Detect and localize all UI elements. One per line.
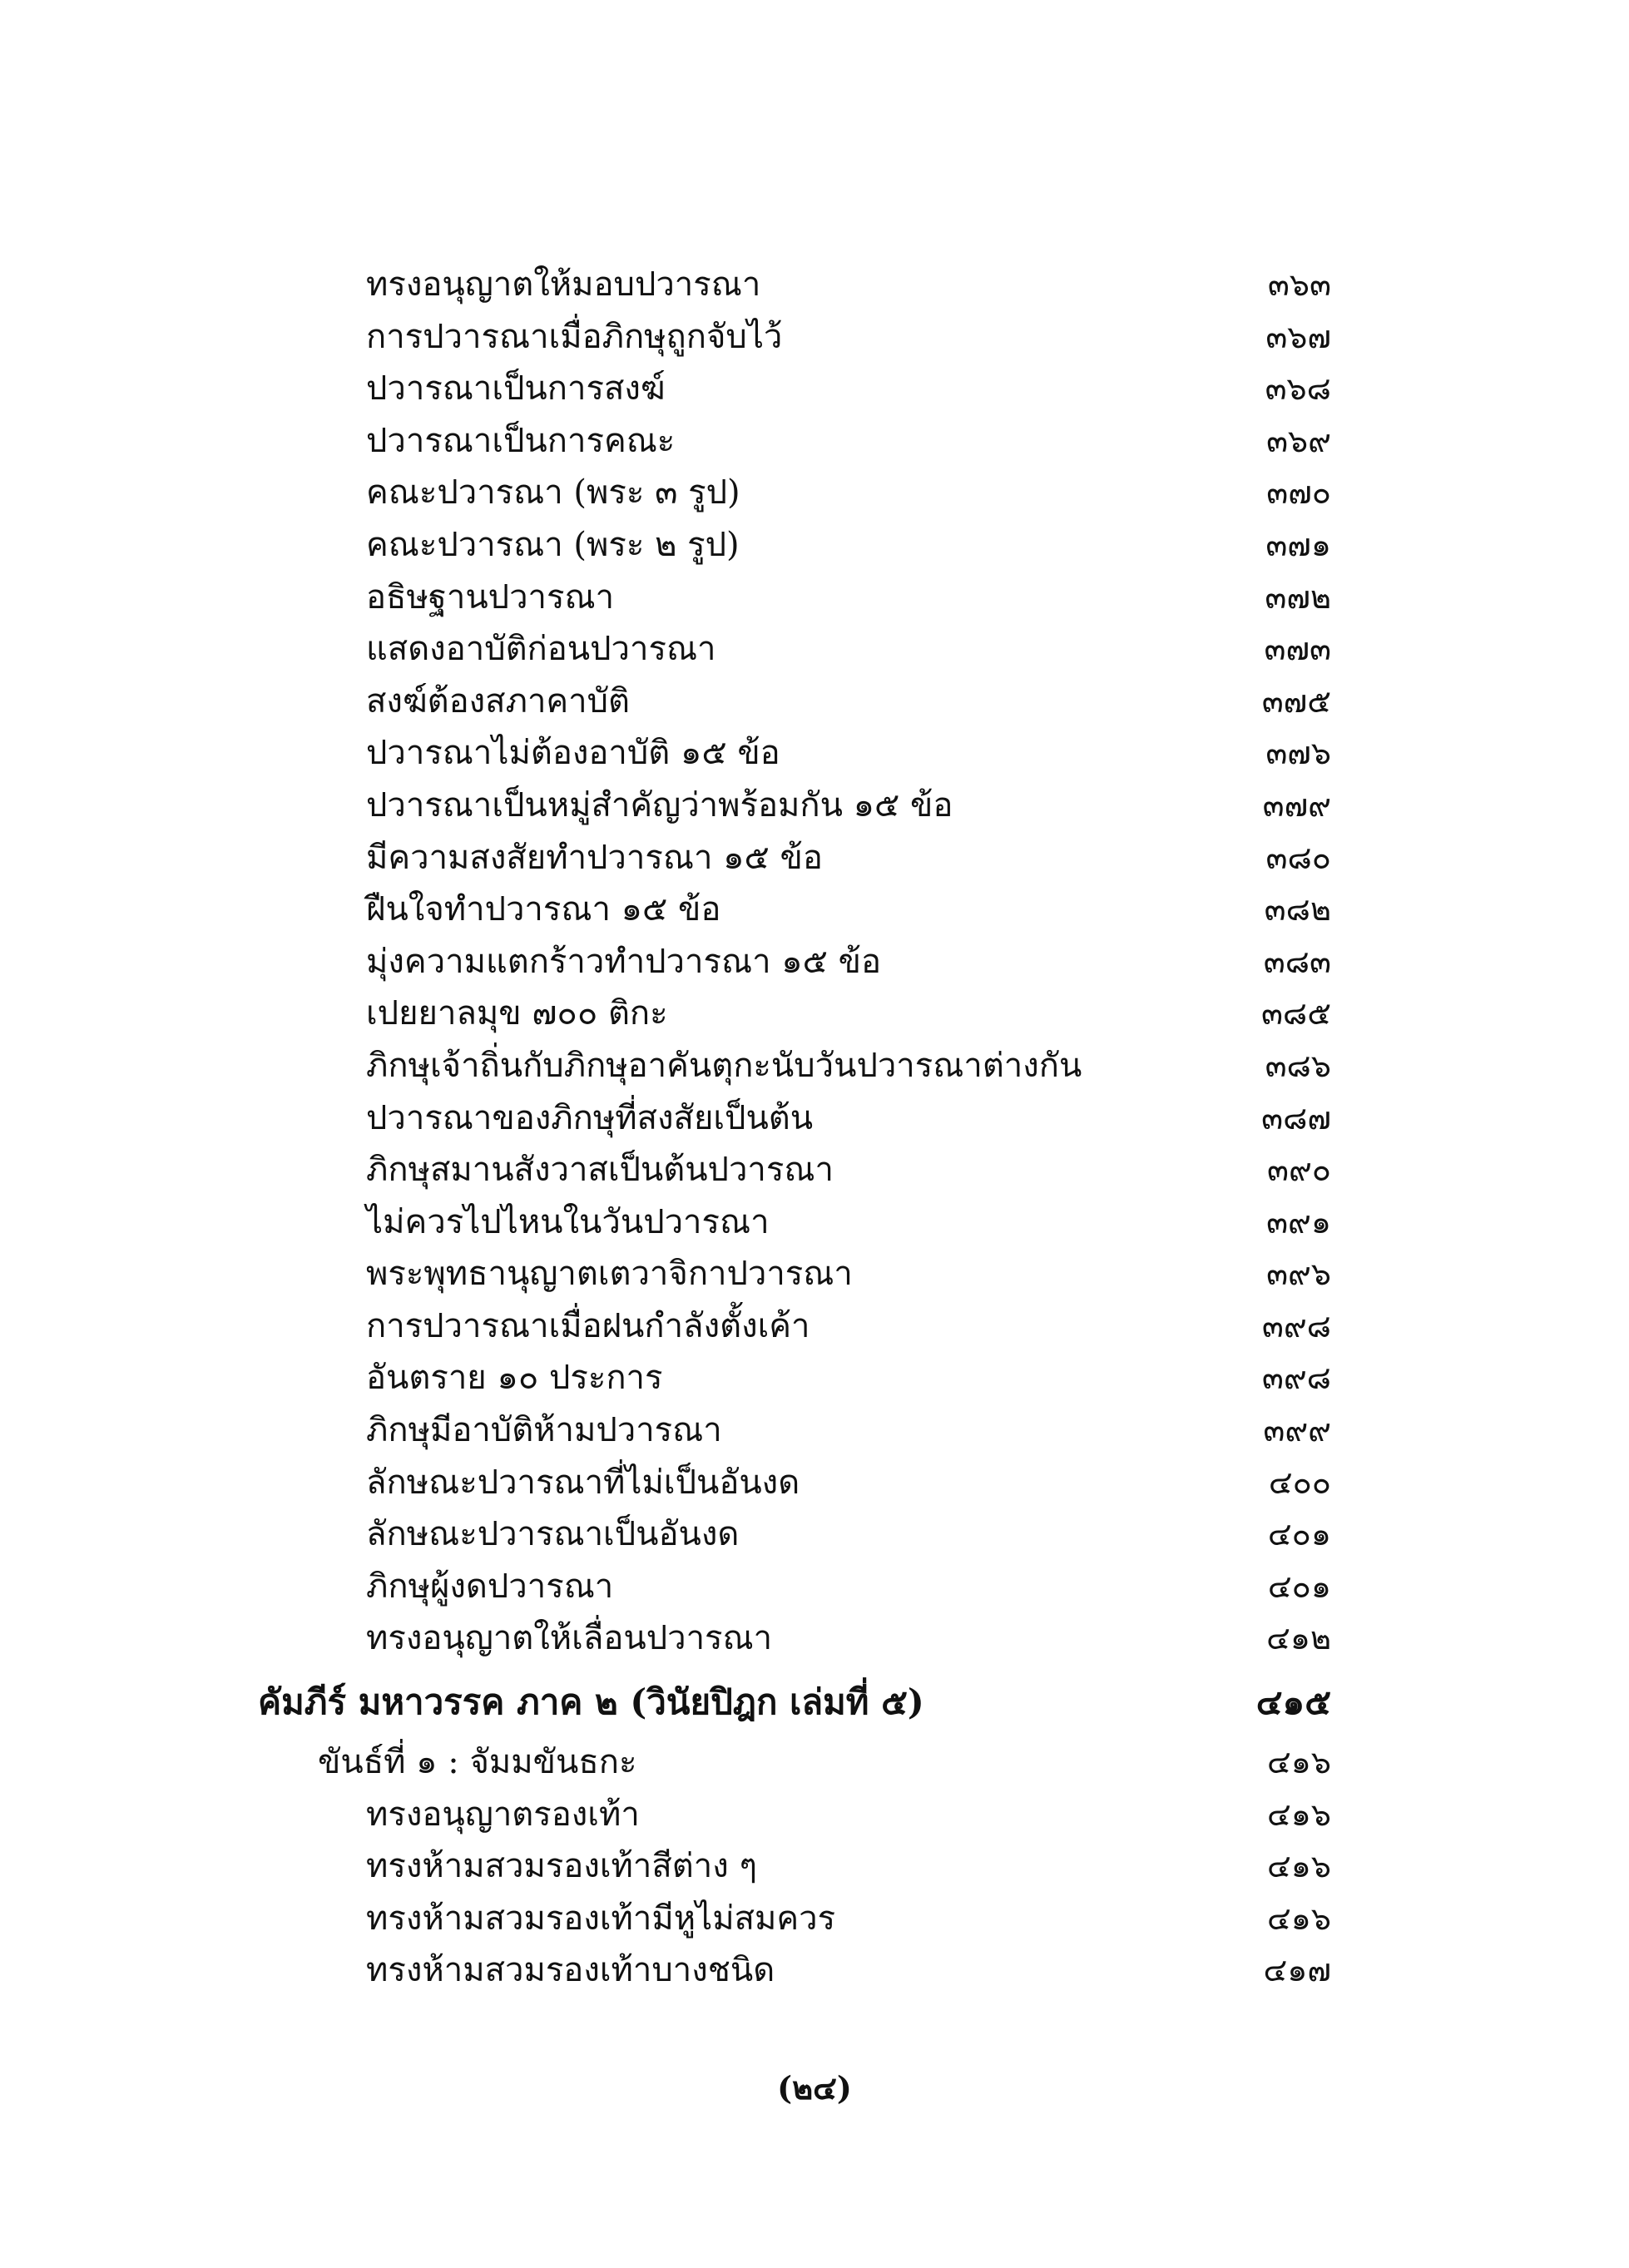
- toc-entry-title: ภิกษุมีอาบัติห้ามปวารณา: [366, 1411, 722, 1450]
- toc-entry-page: ๔๑๒: [1266, 1620, 1331, 1657]
- toc-entry-row: [0, 1840, 1629, 1892]
- toc-entry-row: [0, 414, 1629, 467]
- toc-entry-title: ทรงห้ามสวมรองเท้าบางชนิด: [366, 1951, 775, 1990]
- toc-entry-row: [0, 1892, 1629, 1944]
- toc-entry-title: ภิกษุเจ้าถิ่นกับภิกษุอาคันตุกะนับวันปวารณาต่างกัน: [366, 1046, 1082, 1085]
- toc-entry-title: อธิษฐานปวารณา: [366, 577, 615, 617]
- toc-entry-row: [0, 1404, 1629, 1456]
- toc-entry-row: [0, 935, 1629, 988]
- toc-entry-row: [0, 258, 1629, 310]
- toc-entry-title: ทรงอนุญาตให้เลื่อนปวารณา: [366, 1619, 773, 1658]
- toc-entry-title: การปวารณาเมื่อภิกษุถูกจับไว้: [366, 317, 783, 356]
- toc-entry-row: [0, 675, 1629, 727]
- toc-entry-title: ปวารณาเป็นหมู่สำคัญว่าพร้อมกัน ๑๕ ข้อ: [366, 785, 953, 825]
- toc-entry-page: ๔๐๐: [1268, 1463, 1331, 1501]
- toc-subheading-row: [0, 1736, 1629, 1788]
- toc-entry-title: ลักษณะปวารณาที่ไม่เป็นอันงด: [366, 1463, 800, 1502]
- toc-entry-page: ๓๙๑: [1266, 1203, 1331, 1240]
- toc-entry-title: ปวารณาเป็นการสงฆ์: [366, 369, 666, 409]
- table-of-contents: [0, 258, 1629, 1996]
- toc-entry-title: แสดงอาบัติก่อนปวารณา: [366, 630, 716, 669]
- toc-entry-page: ๓๗๒: [1265, 578, 1331, 616]
- toc-group-before: [0, 258, 1629, 1664]
- toc-entry-row: [0, 1351, 1629, 1404]
- toc-entry-title: ลักษณะปวารณาเป็นอันงด: [366, 1515, 740, 1554]
- toc-entry-title: พระพุทธานุญาตเตวาจิกาปวารณา: [366, 1255, 853, 1294]
- toc-entry-title: ไม่ควรไปไหนในวันปวารณา: [366, 1202, 770, 1241]
- toc-entry-row: [0, 1092, 1629, 1144]
- toc-entry-page: ๓๙๘: [1261, 1307, 1331, 1344]
- toc-entry-page: ๓๘๖: [1265, 1047, 1331, 1084]
- toc-entry-title: ทรงห้ามสวมรองเท้ามีหูไม่สมควร: [366, 1899, 836, 1938]
- toc-entry-page: ๔๑๗: [1263, 1952, 1331, 1989]
- toc-heading-page: ๔๑๕: [1255, 1681, 1331, 1723]
- toc-entry-title: คณะปวารณา (พระ ๓ รูป): [366, 473, 740, 513]
- toc-entry-title: ปวารณาเป็นการคณะ: [366, 421, 676, 460]
- toc-group-after: [0, 1788, 1629, 1996]
- toc-entry-page: ๔๑๖: [1266, 1899, 1331, 1937]
- toc-entry-page: ๓๘๕: [1260, 995, 1331, 1032]
- toc-entry-row: [0, 466, 1629, 518]
- toc-entry-title: การปวารณาเมื่อฝนกำลังตั้งเค้า: [366, 1306, 810, 1345]
- toc-entry-row: [0, 1944, 1629, 1996]
- toc-entry-page: ๓๖๗: [1265, 318, 1331, 355]
- toc-entry-page: ๓๗๑: [1265, 526, 1331, 563]
- toc-entry-page: ๓๗๖: [1265, 735, 1331, 772]
- toc-entry-title: เปยยาลมุข ๗๐๐ ติกะ: [366, 994, 668, 1033]
- toc-entry-page: ๓๘๗: [1261, 1099, 1331, 1136]
- toc-entry-row: [0, 883, 1629, 935]
- toc-entry-page: ๔๐๑: [1267, 1567, 1331, 1605]
- toc-subheading-page: ๔๑๖: [1266, 1744, 1331, 1781]
- toc-entry-page: ๓๖๘: [1265, 370, 1331, 408]
- toc-entry-title: ปวารณาไม่ต้องอาบัติ ๑๕ ข้อ: [366, 734, 780, 773]
- toc-entry-row: [0, 1508, 1629, 1560]
- toc-entry-row: [0, 571, 1629, 623]
- toc-heading-title: คัมภีร์ มหาวรรค ภาค ๒ (วินัยปิฎก เล่มที่ ๕): [258, 1681, 924, 1723]
- toc-entry-page: ๓๘๓: [1263, 943, 1331, 980]
- toc-entry-page: ๓๗๓: [1264, 631, 1331, 668]
- toc-entry-row: [0, 779, 1629, 831]
- toc-entry-row: [0, 1788, 1629, 1840]
- toc-entry-row: [0, 622, 1629, 675]
- toc-entry-page: ๓๙๐: [1266, 1151, 1331, 1189]
- toc-entry-page: ๓๗๕: [1261, 682, 1331, 720]
- toc-entry-page: ๓๖๓: [1267, 266, 1331, 303]
- toc-entry-page: ๓๗๐: [1266, 474, 1331, 512]
- toc-entry-row: [0, 987, 1629, 1039]
- toc-entry-page: ๔๐๑: [1267, 1516, 1331, 1553]
- toc-entry-page: ๓๘๐: [1265, 839, 1331, 876]
- toc-entry-row: [0, 831, 1629, 884]
- toc-entry-page: ๓๗๙: [1262, 786, 1331, 824]
- toc-entry-page: ๓๙๘: [1261, 1359, 1331, 1397]
- toc-entry-title: สงฆ์ต้องสภาคาบัติ: [366, 681, 630, 721]
- toc-entry-row: [0, 1039, 1629, 1092]
- toc-entry-title: อันตราย ๑๐ ประการ: [366, 1359, 663, 1398]
- toc-entry-page: ๓๙๙: [1263, 1412, 1331, 1449]
- toc-entry-row: [0, 518, 1629, 571]
- toc-entry-row: [0, 310, 1629, 363]
- toc-entry-page: ๓๘๒: [1264, 891, 1331, 928]
- toc-entry-row: [0, 362, 1629, 414]
- toc-entry-title: คณะปวารณา (พระ ๒ รูป): [366, 525, 740, 564]
- toc-entry-page: ๔๑๖: [1266, 1795, 1331, 1833]
- toc-entry-page: ๓๖๙: [1266, 422, 1331, 459]
- toc-entry-title: มีความสงสัยทำปวารณา ๑๕ ข้อ: [366, 838, 823, 877]
- toc-entry-title: ทรงห้ามสวมรองเท้าสีต่าง ๆ: [366, 1847, 757, 1886]
- toc-entry-page: ๓๙๖: [1266, 1255, 1331, 1293]
- toc-entry-page: ๔๑๖: [1266, 1848, 1331, 1885]
- toc-entry-row: [0, 1196, 1629, 1248]
- toc-entry-title: ทรงอนุญาตให้มอบปวารณา: [366, 265, 761, 304]
- toc-entry-row: [0, 1143, 1629, 1196]
- toc-entry-row: [0, 1456, 1629, 1508]
- toc-entry-row: [0, 1300, 1629, 1352]
- toc-entry-row: [0, 726, 1629, 779]
- toc-entry-title: ฝืนใจทำปวารณา ๑๕ ข้อ: [366, 890, 721, 929]
- toc-entry-title: มุ่งความแตกร้าวทำปวารณา ๑๕ ข้อ: [366, 942, 881, 981]
- toc-entry-row: [0, 1560, 1629, 1612]
- toc-subheading-title: ขันธ์ที่ ๑ : จัมมขันธกะ: [318, 1743, 637, 1782]
- toc-entry-title: ปวารณาของภิกษุที่สงสัยเป็นต้น: [366, 1098, 814, 1137]
- page-number: (๒๔): [777, 2069, 852, 2107]
- toc-entry-row: [0, 1612, 1629, 1664]
- toc-entry-title: ภิกษุผู้งดปวารณา: [366, 1567, 614, 1606]
- toc-entry-row: [0, 1247, 1629, 1300]
- toc-entry-title: ภิกษุสมานสังวาสเป็นต้นปวารณา: [366, 1151, 834, 1190]
- toc-entry-title: ทรงอนุญาตรองเท้า: [366, 1795, 640, 1834]
- toc-heading-row: [0, 1671, 1629, 1736]
